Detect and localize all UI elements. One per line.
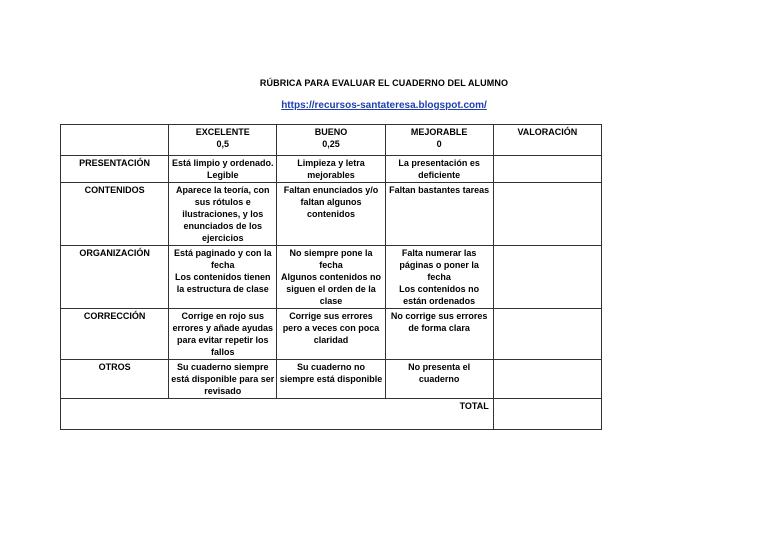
header-row xyxy=(61,125,602,156)
excelente-cell: Corrige en rojo sus errores y añade ayudas para evitar repetir los fallos xyxy=(169,309,277,360)
mejorable-cell: No presenta el cuaderno xyxy=(385,360,493,399)
excelente-cell: Su cuaderno siempre está disponible para ser revisado xyxy=(169,360,277,399)
header-cell-mejorable xyxy=(385,125,493,156)
table-row xyxy=(61,246,602,309)
table-row xyxy=(61,309,602,360)
cell-line: Los contenidos no están ordenados xyxy=(399,284,480,306)
total-value-cell[interactable] xyxy=(493,399,601,430)
excelente-cell xyxy=(169,246,277,309)
total-label: TOTAL xyxy=(61,399,494,430)
header-label: EXCELENTE xyxy=(195,127,250,137)
header-score: 0 xyxy=(436,139,442,149)
header-label: BUENO xyxy=(314,127,348,137)
header-label: VALORACIÓN xyxy=(517,127,578,137)
valoracion-cell[interactable] xyxy=(493,246,601,309)
header-cell-empty xyxy=(61,125,169,156)
valoracion-cell[interactable] xyxy=(493,309,601,360)
criterion-cell: CONTENIDOS xyxy=(61,183,169,246)
total-row xyxy=(61,399,602,430)
cell-line: No siempre pone la fecha xyxy=(289,248,373,270)
cell-line: Falta numerar las páginas o poner la fecha xyxy=(399,248,479,282)
bueno-cell: Corrige sus errores pero a veces con poca claridad xyxy=(277,309,385,360)
mejorable-cell xyxy=(385,246,493,309)
cell-line: Los contenidos tienen la estructura de clase xyxy=(175,272,271,294)
source-link[interactable]: https://recursos-santateresa.blogspot.com/ xyxy=(281,100,487,111)
criterion-cell: ORGANIZACIÓN xyxy=(61,246,169,309)
mejorable-cell: No corrige sus errores de forma clara xyxy=(385,309,493,360)
header-score: 0,25 xyxy=(322,139,340,149)
cell-line: Está paginado y con la fecha xyxy=(174,248,272,270)
table-row xyxy=(61,156,602,183)
mejorable-cell: Faltan bastantes tareas xyxy=(385,183,493,246)
cell-line: Algunos contenidos no siguen el orden de la clase xyxy=(280,272,381,306)
table-row xyxy=(61,360,602,399)
valoracion-cell[interactable] xyxy=(493,183,601,246)
criterion-cell: OTROS xyxy=(61,360,169,399)
document-title: RÚBRICA PARA EVALUAR EL CUADERNO DEL ALUMNO xyxy=(259,78,509,88)
mejorable-cell: La presentación es deficiente xyxy=(385,156,493,183)
excelente-cell: Está limpio y ordenado. Legible xyxy=(169,156,277,183)
table-row xyxy=(61,183,602,246)
header-cell-valoracion xyxy=(493,125,601,156)
bueno-cell xyxy=(277,246,385,309)
criterion-cell: PRESENTACIÓN xyxy=(61,156,169,183)
bueno-cell: Faltan enunciados y/o faltan algunos contenidos xyxy=(277,183,385,246)
bueno-cell: Limpieza y letra mejorables xyxy=(277,156,385,183)
bueno-cell: Su cuaderno no siempre está disponible xyxy=(277,360,385,399)
header-score: 0,5 xyxy=(216,139,230,149)
header-label: MEJORABLE xyxy=(410,127,468,137)
header-cell-bueno xyxy=(277,125,385,156)
valoracion-cell[interactable] xyxy=(493,360,601,399)
rubric-table xyxy=(60,124,602,430)
header-cell-excelente xyxy=(169,125,277,156)
valoracion-cell[interactable] xyxy=(493,156,601,183)
criterion-cell: CORRECCIÓN xyxy=(61,309,169,360)
excelente-cell: Aparece la teoría, con sus rótulos e ilustraciones, y los enunciados de los ejercicios xyxy=(169,183,277,246)
